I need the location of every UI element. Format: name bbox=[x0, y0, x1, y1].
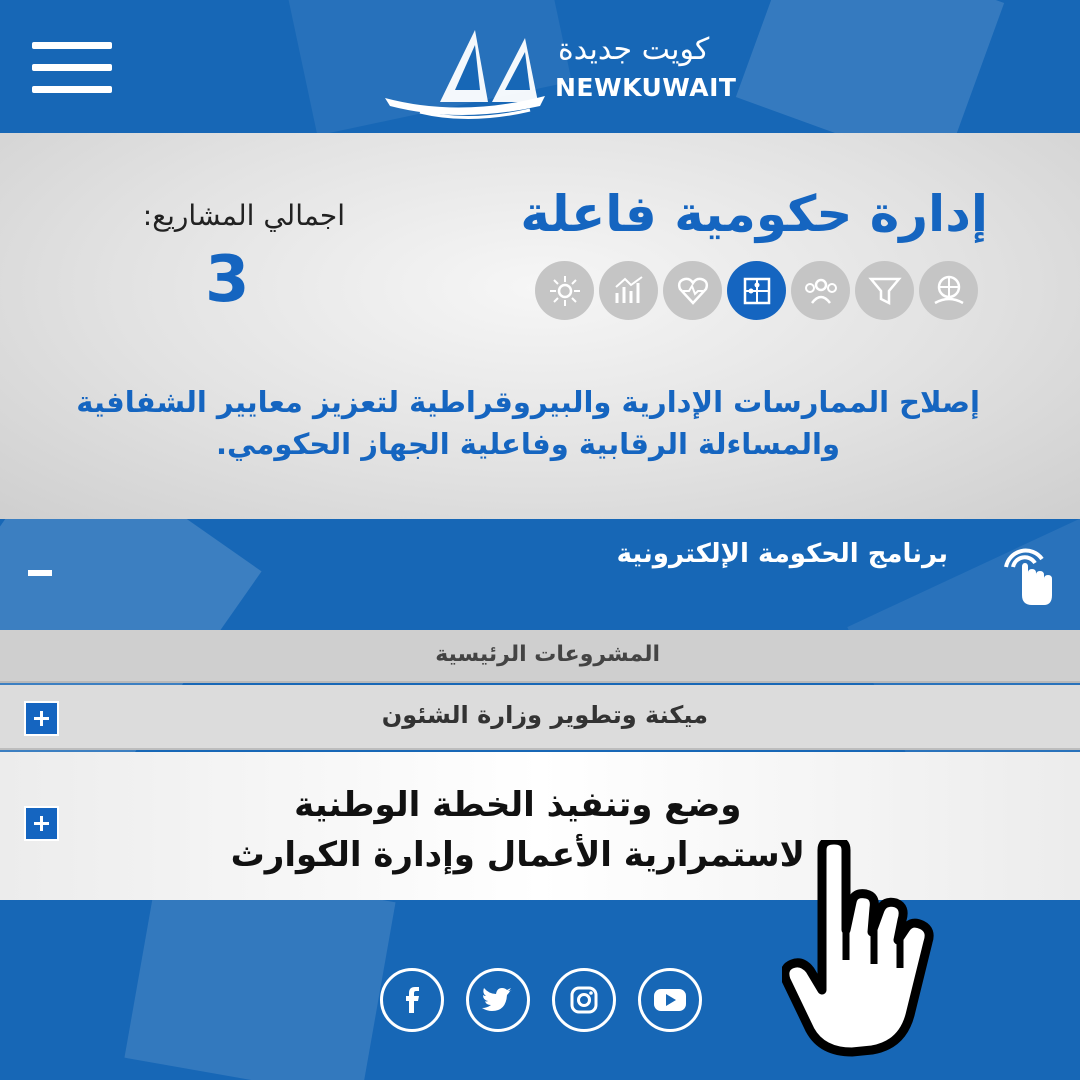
program-title: برنامج الحكومة الإلكترونية bbox=[616, 539, 948, 569]
page-title: إدارة حكومية فاعلة bbox=[520, 185, 988, 243]
category-icons-row bbox=[535, 261, 978, 320]
project-item-2-line-2: لاستمرارية الأعمال وإدارة الكوارث bbox=[230, 835, 805, 875]
total-projects-label: اجمالي المشاريع: bbox=[142, 199, 345, 232]
heart-pulse-icon[interactable] bbox=[663, 261, 722, 320]
total-projects-value: 3 bbox=[205, 243, 250, 317]
newkuwait-logo[interactable] bbox=[380, 20, 737, 120]
project-item-1-label: ميكنة وتطوير وزارة الشئون bbox=[381, 701, 708, 729]
instagram-icon[interactable] bbox=[552, 968, 616, 1032]
projects-header bbox=[0, 630, 1080, 683]
logo-arabic-text: كويت جديدة bbox=[558, 32, 710, 67]
project-item-1[interactable] bbox=[0, 685, 1080, 750]
project-item-2-label bbox=[231, 780, 805, 880]
description bbox=[76, 381, 980, 465]
puzzle-icon[interactable] bbox=[727, 261, 786, 320]
growth-chart-icon[interactable] bbox=[599, 261, 658, 320]
program-accordion-header[interactable] bbox=[0, 519, 1080, 629]
header bbox=[0, 0, 1080, 133]
sun-icon[interactable] bbox=[535, 261, 594, 320]
description-line-2: والمساءلة الرقابية وفاعلية الجهاز الحكومي. bbox=[216, 427, 840, 461]
funnel-chart-icon[interactable] bbox=[855, 261, 914, 320]
people-group-icon[interactable] bbox=[791, 261, 850, 320]
facebook-icon[interactable] bbox=[380, 968, 444, 1032]
project-item-2-line-1: وضع وتنفيذ الخطة الوطنية bbox=[294, 785, 742, 825]
plus-icon[interactable] bbox=[24, 701, 59, 736]
pointer-hand-icon bbox=[782, 840, 982, 1070]
plus-icon[interactable] bbox=[24, 806, 59, 841]
logo-english-text: NEWKUWAIT bbox=[555, 73, 737, 102]
youtube-icon[interactable] bbox=[638, 968, 702, 1032]
social-links bbox=[380, 968, 702, 1032]
summary-panel bbox=[0, 133, 1080, 519]
globe-hand-icon[interactable] bbox=[919, 261, 978, 320]
hamburger-icon[interactable] bbox=[32, 42, 112, 94]
twitter-icon[interactable] bbox=[466, 968, 530, 1032]
sail-logo-icon bbox=[380, 20, 550, 120]
description-line-1: إصلاح الممارسات الإدارية والبيروقراطية لتعزيز معايير الشفافية bbox=[76, 385, 980, 419]
projects-header-label: المشروعات الرئيسية bbox=[435, 642, 660, 667]
touch-hand-icon bbox=[996, 537, 1056, 609]
minus-icon[interactable] bbox=[28, 570, 52, 576]
